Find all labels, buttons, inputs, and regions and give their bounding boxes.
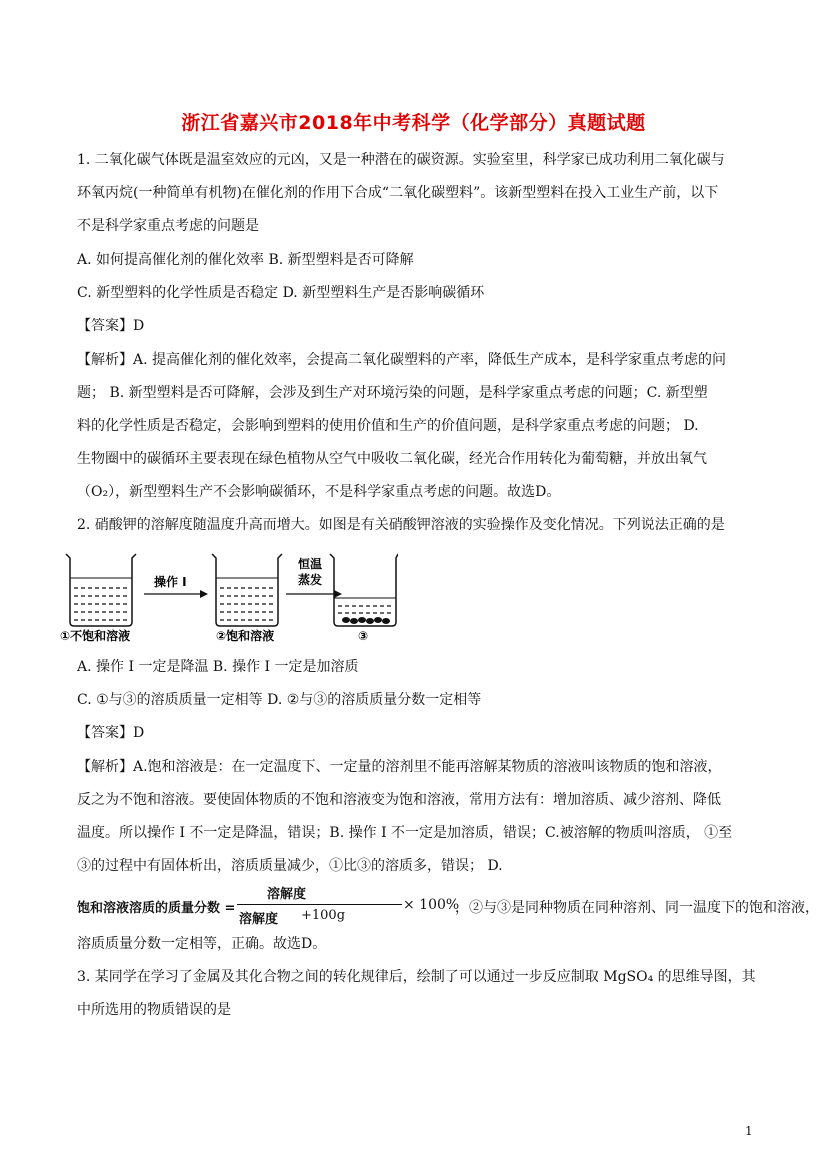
precipitate-crystals [342,617,390,624]
q2-analysis-line-3: 温度。所以操作 I 不一定是降温，错误；B. 操作 I 不一定是加溶质，错误；C.被溶解的物质叫溶质， ①至 [77,825,733,841]
q1-analysis-line-4: 生物圈中的碳循环主要表现在绿色植物从空气中吸收二氧化碳，经光合作用转化为葡萄糖，并放出氧气 [77,451,707,467]
formula-trailing-text: ，②与③是同种物质在同种溶剂、同一温度下的饱和溶液， [455,900,819,916]
arrow-1-label: 操作 I [154,575,187,589]
beaker-2 [212,554,282,626]
document-title: 浙江省嘉兴市2018年中考科学（化学部分）真题试题 [181,112,646,134]
q2-options-cd: C. ①与③的溶质质量一定相等 D. ②与③的溶质质量分数一定相等 [77,692,482,708]
arrow-2-label-line-1: 恒温 [298,557,323,571]
beaker-3 [330,554,398,626]
formula-numerator: 溶解度 [267,887,307,902]
formula-denominator-part-1: 溶解度 [239,912,279,927]
q1-analysis-line-2: 题； B. 新型塑料是否可降解，会涉及到生产对环境污染的问题，是科学家重点考虑的问题；C. 新型塑 [77,385,708,401]
q1-options-ab: A. 如何提高催化剂的催化效率 B. 新型塑料是否可降解 [77,252,414,268]
q2-options-ab: A. 操作 I 一定是降温 B. 操作 I 一定是加溶质 [77,659,359,675]
formula-left-side: 饱和溶液溶质的质量分数 = [77,901,236,916]
beaker-1 [66,554,136,626]
q1-stem-line-3: 不是科学家重点考虑的问题是 [77,218,259,234]
beaker-2-label: ②饱和溶液 [216,629,275,643]
arrow-1 [144,590,208,598]
formula-multiplier: × 100% [403,897,460,913]
formula-denominator-part-2: +100g [301,908,346,923]
q1-stem-line-2: 环氧丙烷(一种简单有机物)在催化剂的作用下合成“二氧化碳塑料”。该新型塑料在投入工业生产前，以下 [77,185,719,201]
q2-analysis-tail: 溶质质量分数一定相等，正确。故选D。 [77,936,327,952]
q2-analysis-line-1: 【解析】A.饱和溶液是：在一定温度下、一定量的溶剂里不能再溶解某物质的溶液叫该物质的饱和溶液， [77,759,722,775]
q1-analysis-line-5: （O₂），新型塑料生产不会影响碳循环，不是科学家重点考虑的问题。故选D。 [77,484,561,500]
q1-stem-line-1: 1. 二氧化碳气体既是温室效应的元凶，又是一种潜在的碳资源。实验室里，科学家已成功利用二氧化碳与 [77,152,725,168]
q2-analysis-line-2: 反之为不饱和溶液。要使固体物质的不饱和溶液变为饱和溶液，常用方法有：增加溶质、减少溶剂、降低 [77,792,721,808]
arrow-2-label-line-2: 蒸发 [298,573,323,587]
q1-analysis-line-1: 【解析】A. 提高催化剂的催化效率，会提高二氧化碳塑料的产率，降低生产成本，是科学家重点考虑的问 [77,352,727,368]
q1-options-cd: C. 新型塑料的化学性质是否稳定 D. 新型塑料生产是否影响碳循环 [77,285,485,301]
page-number: 1 [745,1124,753,1138]
q3-stem-line-1: 3. 某同学在学习了金属及其化合物之间的转化规律后，绘制了可以通过一步反应制取 MgSO₄ 的思维导图，其 [77,969,756,985]
q2-analysis-line-4: ③的过程中有固体析出，溶质质量减少，①比③的溶质多，错误； D. [77,858,503,874]
beaker-1-label: ①不饱和溶液 [60,629,131,643]
q2-answer: 【答案】D [77,725,145,741]
mass-fraction-formula [77,880,819,930]
q3-stem-line-2: 中所选用的物质错误的是 [77,1002,231,1018]
q1-analysis-line-3: 料的化学性质是否稳定，会影响到塑料的使用价值和生产的价值问题，是科学家重点考虑的问题； D. [77,418,699,434]
q1-answer: 【答案】D [77,318,145,334]
beaker-experiment-figure [58,548,398,644]
q2-stem: 2. 硝酸钾的溶解度随温度升高而增大。如图是有关硝酸钾溶液的实验操作及变化情况。下列说法正确的是 [77,517,725,533]
fraction-bar [237,904,402,905]
beaker-3-label: ③ [358,629,369,643]
